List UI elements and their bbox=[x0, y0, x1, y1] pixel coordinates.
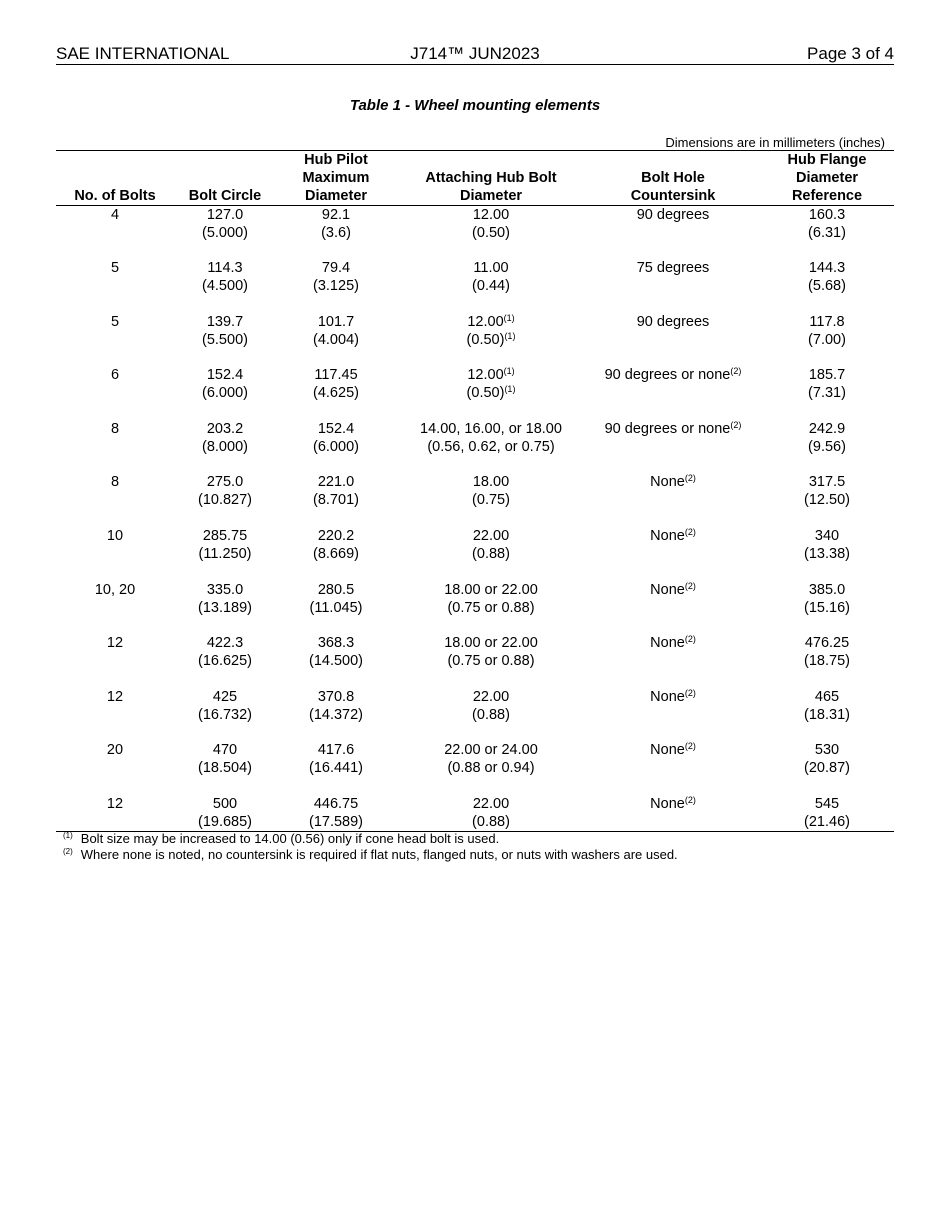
cell-hub-pilot: 368.3 (14.500) bbox=[308, 635, 363, 670]
cell-hub-flange: 317.5 (12.50) bbox=[804, 474, 850, 509]
cell-hub-flange: 117.8 (7.00) bbox=[808, 313, 846, 348]
cell-hub-flange: 144.3 (5.68) bbox=[808, 260, 846, 295]
cell-hub-flange: 160.3 (6.31) bbox=[808, 207, 846, 241]
cell-hub-pilot: 92.1 (3.6) bbox=[321, 207, 351, 241]
cell-attaching-bolt: 12.00 (0.50) bbox=[472, 207, 510, 241]
footnote: $^{(2)}$ Where none is noted, no countersink is required if flat nuts, flanged nuts, or nuts with washers are used. bbox=[63, 847, 678, 862]
cell-bolt-circle: 425 (16.732) bbox=[197, 688, 252, 723]
column-header-attaching-bolt: Attaching Hub Bolt Diameter bbox=[396, 151, 586, 206]
table-header-row bbox=[56, 151, 894, 206]
table-row bbox=[56, 313, 894, 367]
cell-no-of-bolts: 5 bbox=[110, 260, 120, 277]
cell-bolt-circle: 139.7 (5.500) bbox=[202, 313, 248, 348]
cell-bolt-circle: 127.0 (5.000) bbox=[202, 207, 248, 241]
column-header-hub-pilot: Hub Pilot Maximum Diameter bbox=[276, 151, 396, 206]
cell-hub-pilot: 446.75 (17.589) bbox=[276, 795, 396, 832]
column-header-bolt-circle: Bolt Circle bbox=[174, 151, 276, 206]
table-row bbox=[56, 420, 894, 474]
cell-countersink: 90 degrees or none$^{(2)}$ bbox=[604, 366, 742, 384]
footnotes bbox=[63, 831, 678, 863]
cell-hub-pilot: 117.45 (4.625) bbox=[313, 367, 359, 402]
cell-hub-pilot: 417.6 (16.441) bbox=[308, 742, 363, 777]
cell-attaching-bolt: 18.00 or 22.00 (0.75 or 0.88) bbox=[444, 635, 538, 670]
table-title: Table 1 - Wheel mounting elements bbox=[349, 97, 601, 114]
cell-no-of-bolts: 6 bbox=[110, 367, 120, 384]
cell-hub-pilot: 101.7 (4.004) bbox=[313, 313, 359, 348]
table-row bbox=[56, 473, 894, 527]
cell-hub-flange: 340 (13.38) bbox=[804, 528, 850, 563]
cell-hub-flange: 476.25 (18.75) bbox=[804, 635, 850, 670]
table-row bbox=[56, 795, 894, 832]
cell-countersink: None$^{(2)}$ bbox=[586, 795, 760, 832]
cell-bolt-circle: 203.2 (8.000) bbox=[202, 420, 248, 455]
cell-countersink: None$^{(2)}$ bbox=[650, 634, 696, 652]
table-row bbox=[56, 581, 894, 635]
cell-bolt-circle: 422.3 (16.625) bbox=[197, 635, 252, 670]
cell-bolt-circle: 152.4 (6.000) bbox=[202, 367, 248, 402]
cell-hub-pilot: 79.4 (3.125) bbox=[313, 260, 359, 295]
cell-hub-flange: 185.7 (7.31) bbox=[808, 367, 846, 402]
page-number: Page 3 of 4 bbox=[807, 44, 894, 63]
units-note: Dimensions are in millimeters (inches) bbox=[665, 135, 885, 150]
footnote: $^{(1)}$ Bolt size may be increased to 14.00 (0.56) only if cone head bolt is used. bbox=[63, 831, 500, 846]
cell-bolt-circle: 470 (18.504) bbox=[197, 742, 252, 777]
cell-hub-pilot: 152.4 (6.000) bbox=[313, 420, 359, 455]
table-row bbox=[56, 259, 894, 313]
cell-attaching-bolt: 18.00 (0.75) bbox=[472, 474, 510, 509]
table-row bbox=[56, 634, 894, 688]
cell-no-of-bolts: 8 bbox=[110, 420, 120, 437]
cell-hub-flange: 242.9 (9.56) bbox=[808, 420, 846, 455]
cell-attaching-bolt: 22.00 (0.88) bbox=[472, 688, 510, 723]
cell-no-of-bolts: 8 bbox=[110, 474, 120, 491]
cell-attaching-bolt: 14.00, 16.00, or 18.00 (0.56, 0.62, or 0.75) bbox=[420, 420, 562, 455]
cell-hub-pilot: 370.8 (14.372) bbox=[308, 688, 363, 723]
cell-bolt-circle: 114.3 (4.500) bbox=[202, 260, 248, 295]
cell-no-of-bolts: 20 bbox=[106, 742, 124, 759]
table-row bbox=[56, 366, 894, 420]
cell-attaching-bolt: 12.00$^{(1)}$ $(0.50)^{(1)}$ bbox=[466, 366, 516, 402]
cell-attaching-bolt: 18.00 or 22.00 (0.75 or 0.88) bbox=[444, 581, 538, 616]
cell-countersink: 75 degrees bbox=[636, 260, 710, 277]
cell-attaching-bolt: 12.00$^{(1)}$ $(0.50)^{(1)}$ bbox=[466, 312, 516, 348]
page-header bbox=[56, 44, 894, 65]
cell-no-of-bolts: 5 bbox=[110, 313, 120, 330]
cell-countersink: None$^{(2)}$ bbox=[650, 527, 696, 545]
cell-hub-pilot: 280.5 (11.045) bbox=[309, 581, 363, 616]
cell-hub-flange: 530 (20.87) bbox=[804, 742, 850, 777]
column-header-no-of-bolts: No. of Bolts bbox=[56, 151, 174, 206]
column-header-countersink: Bolt Hole Countersink bbox=[586, 151, 760, 206]
cell-attaching-bolt: 22.00 (0.88) bbox=[472, 528, 510, 563]
cell-no-of-bolts: 12 bbox=[106, 688, 124, 705]
table-row bbox=[56, 206, 894, 260]
cell-attaching-bolt: 22.00 or 24.00 (0.88 or 0.94) bbox=[444, 742, 538, 777]
wheel-mounting-table bbox=[56, 150, 894, 832]
cell-countersink: None$^{(2)}$ bbox=[650, 741, 696, 759]
cell-countersink: None$^{(2)}$ bbox=[650, 687, 696, 705]
cell-bolt-circle: 275.0 (10.827) bbox=[197, 474, 252, 509]
cell-hub-flange: 545 (21.46) bbox=[760, 795, 894, 832]
cell-attaching-bolt: 11.00 (0.44) bbox=[472, 260, 510, 295]
cell-no-of-bolts: 4 bbox=[110, 207, 120, 223]
cell-hub-flange: 465 (18.31) bbox=[804, 688, 850, 723]
cell-countersink: 90 degrees bbox=[636, 313, 710, 330]
cell-hub-pilot: 221.0 (8.701) bbox=[313, 474, 359, 509]
cell-bolt-circle: 500 (19.685) bbox=[174, 795, 276, 832]
cell-bolt-circle: 335.0 (13.189) bbox=[197, 581, 252, 616]
table-row bbox=[56, 741, 894, 795]
cell-countersink: None$^{(2)}$ bbox=[650, 580, 696, 598]
table-row bbox=[56, 688, 894, 742]
cell-no-of-bolts: 12 bbox=[56, 795, 174, 832]
cell-bolt-circle: 285.75 (11.250) bbox=[198, 528, 252, 563]
publisher-name: SAE INTERNATIONAL bbox=[56, 44, 230, 63]
document-number: J714™ JUN2023 bbox=[410, 44, 540, 63]
cell-countersink: None$^{(2)}$ bbox=[650, 473, 696, 491]
cell-hub-flange: 385.0 (15.16) bbox=[804, 581, 850, 616]
cell-hub-pilot: 220.2 (8.669) bbox=[313, 528, 359, 563]
table-row bbox=[56, 527, 894, 581]
table-body bbox=[56, 206, 894, 832]
cell-no-of-bolts: 10, 20 bbox=[94, 581, 136, 598]
cell-no-of-bolts: 10 bbox=[106, 528, 124, 545]
cell-no-of-bolts: 12 bbox=[106, 635, 124, 652]
column-header-hub-flange: Hub Flange Diameter Reference bbox=[760, 151, 894, 206]
cell-attaching-bolt: 22.00 (0.88) bbox=[396, 795, 586, 832]
cell-countersink: 90 degrees or none$^{(2)}$ bbox=[604, 419, 742, 437]
cell-countersink: 90 degrees bbox=[636, 207, 710, 223]
